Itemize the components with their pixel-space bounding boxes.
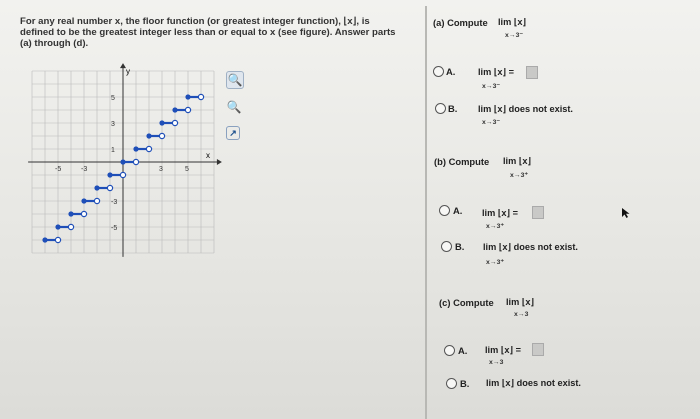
problem-statement: [20, 16, 420, 50]
open-dot: [68, 224, 73, 229]
part-a-option-b-text: lim ⌊x⌋ does not exist.: [478, 104, 573, 114]
closed-dot: [159, 120, 164, 125]
part-c-option-b-label: B.: [460, 378, 470, 389]
part-c-option-a-lim: lim ⌊x⌋ =: [485, 345, 522, 355]
x-tick-label: 5: [185, 166, 189, 173]
zoom-in-icon[interactable]: 🔍: [227, 73, 243, 87]
part-a-option-b-label: B.: [448, 103, 458, 114]
intro-line-3: (a) through (d).: [20, 38, 89, 50]
part-b-lim: lim ⌊x⌋: [503, 156, 532, 166]
part-a-answer-box[interactable]: [526, 66, 538, 79]
part-c-option-a-sub: x→3: [489, 359, 504, 366]
open-dot: [120, 172, 125, 177]
part-c-option-a-radio[interactable]: [444, 345, 455, 356]
part-c-option-b-radio[interactable]: [446, 378, 457, 389]
part-a-option-a-lim: lim ⌊x⌋ =: [478, 67, 515, 77]
closed-dot: [120, 159, 125, 164]
y-tick-label: 1: [111, 147, 115, 154]
y-tick-label: -3: [111, 199, 118, 206]
open-dot: [185, 107, 190, 112]
part-b-option-b-sub: x→3⁺: [486, 259, 504, 266]
open-dot: [55, 237, 60, 242]
part-b-option-b-radio[interactable]: [441, 241, 452, 252]
closed-dot: [133, 146, 138, 151]
part-a-option-a-radio[interactable]: [433, 66, 444, 77]
x-tick-label: -3: [81, 166, 88, 173]
closed-dot: [55, 224, 60, 229]
open-dot: [81, 211, 86, 216]
open-dot: [133, 159, 138, 164]
part-b-title: (b) Compute: [434, 156, 490, 167]
floor-function-graph: [18, 62, 228, 262]
part-a-title: (a) Compute: [433, 17, 488, 28]
part-a-option-a-label: A.: [446, 66, 456, 77]
part-c-option-a-label: A.: [458, 345, 468, 356]
part-a-lim: lim ⌊x⌋: [498, 17, 527, 27]
part-c-option-b-text: lim ⌊x⌋ does not exist.: [486, 378, 581, 388]
x-axis-label: x: [206, 151, 210, 160]
closed-dot: [185, 94, 190, 99]
closed-dot: [81, 198, 86, 203]
part-b-option-a-lim: lim ⌊x⌋ =: [482, 208, 519, 218]
x-tick-label: 3: [159, 166, 163, 173]
part-b-option-a-label: A.: [453, 205, 463, 216]
open-dot: [172, 120, 177, 125]
closed-dot: [107, 172, 112, 177]
part-a-approach: x→3⁻: [505, 32, 523, 39]
y-tick-label: -5: [111, 225, 118, 232]
intro-line-2: defined to be the greatest integer less than or equal to x (see figure). Answer parts: [20, 27, 396, 39]
part-b-option-a-sub: x→3⁺: [486, 223, 504, 230]
popout-icon[interactable]: ↗: [226, 126, 240, 140]
closed-dot: [68, 211, 73, 216]
zoom-out-icon[interactable]: 🔍: [226, 100, 242, 114]
part-a-option-a-sub: x→3⁻: [482, 83, 500, 90]
open-dot: [198, 94, 203, 99]
y-tick-label: 3: [111, 121, 115, 128]
part-c-lim: lim ⌊x⌋: [506, 297, 535, 307]
part-c-approach: x→3: [514, 311, 529, 318]
part-a-option-b-sub: x→3⁻: [482, 119, 500, 126]
closed-dot: [172, 107, 177, 112]
open-dot: [107, 185, 112, 190]
open-dot: [159, 133, 164, 138]
part-c-answer-box[interactable]: [532, 343, 544, 356]
closed-dot: [42, 237, 47, 242]
part-b-answer-box[interactable]: [532, 206, 544, 219]
mouse-cursor-icon: [621, 207, 631, 219]
part-b-approach: x→3⁺: [510, 172, 528, 179]
y-tick-label: 5: [111, 95, 115, 102]
panel-divider: [425, 6, 427, 419]
x-tick-label: -5: [55, 166, 62, 173]
part-b-option-a-radio[interactable]: [439, 205, 450, 216]
part-a-option-b-radio[interactable]: [435, 103, 446, 114]
open-dot: [94, 198, 99, 203]
closed-dot: [94, 185, 99, 190]
part-b-option-b-label: B.: [455, 241, 465, 252]
part-c-title: (c) Compute: [439, 297, 494, 308]
closed-dot: [146, 133, 151, 138]
part-b-option-b-text: lim ⌊x⌋ does not exist.: [483, 242, 578, 252]
open-dot: [146, 146, 151, 151]
x-axis-arrow: [217, 159, 222, 165]
intro-line-1: For any real number x, the floor function (or greatest integer function), ⌊x⌋, is: [20, 16, 370, 27]
y-axis-label: y: [126, 67, 130, 76]
